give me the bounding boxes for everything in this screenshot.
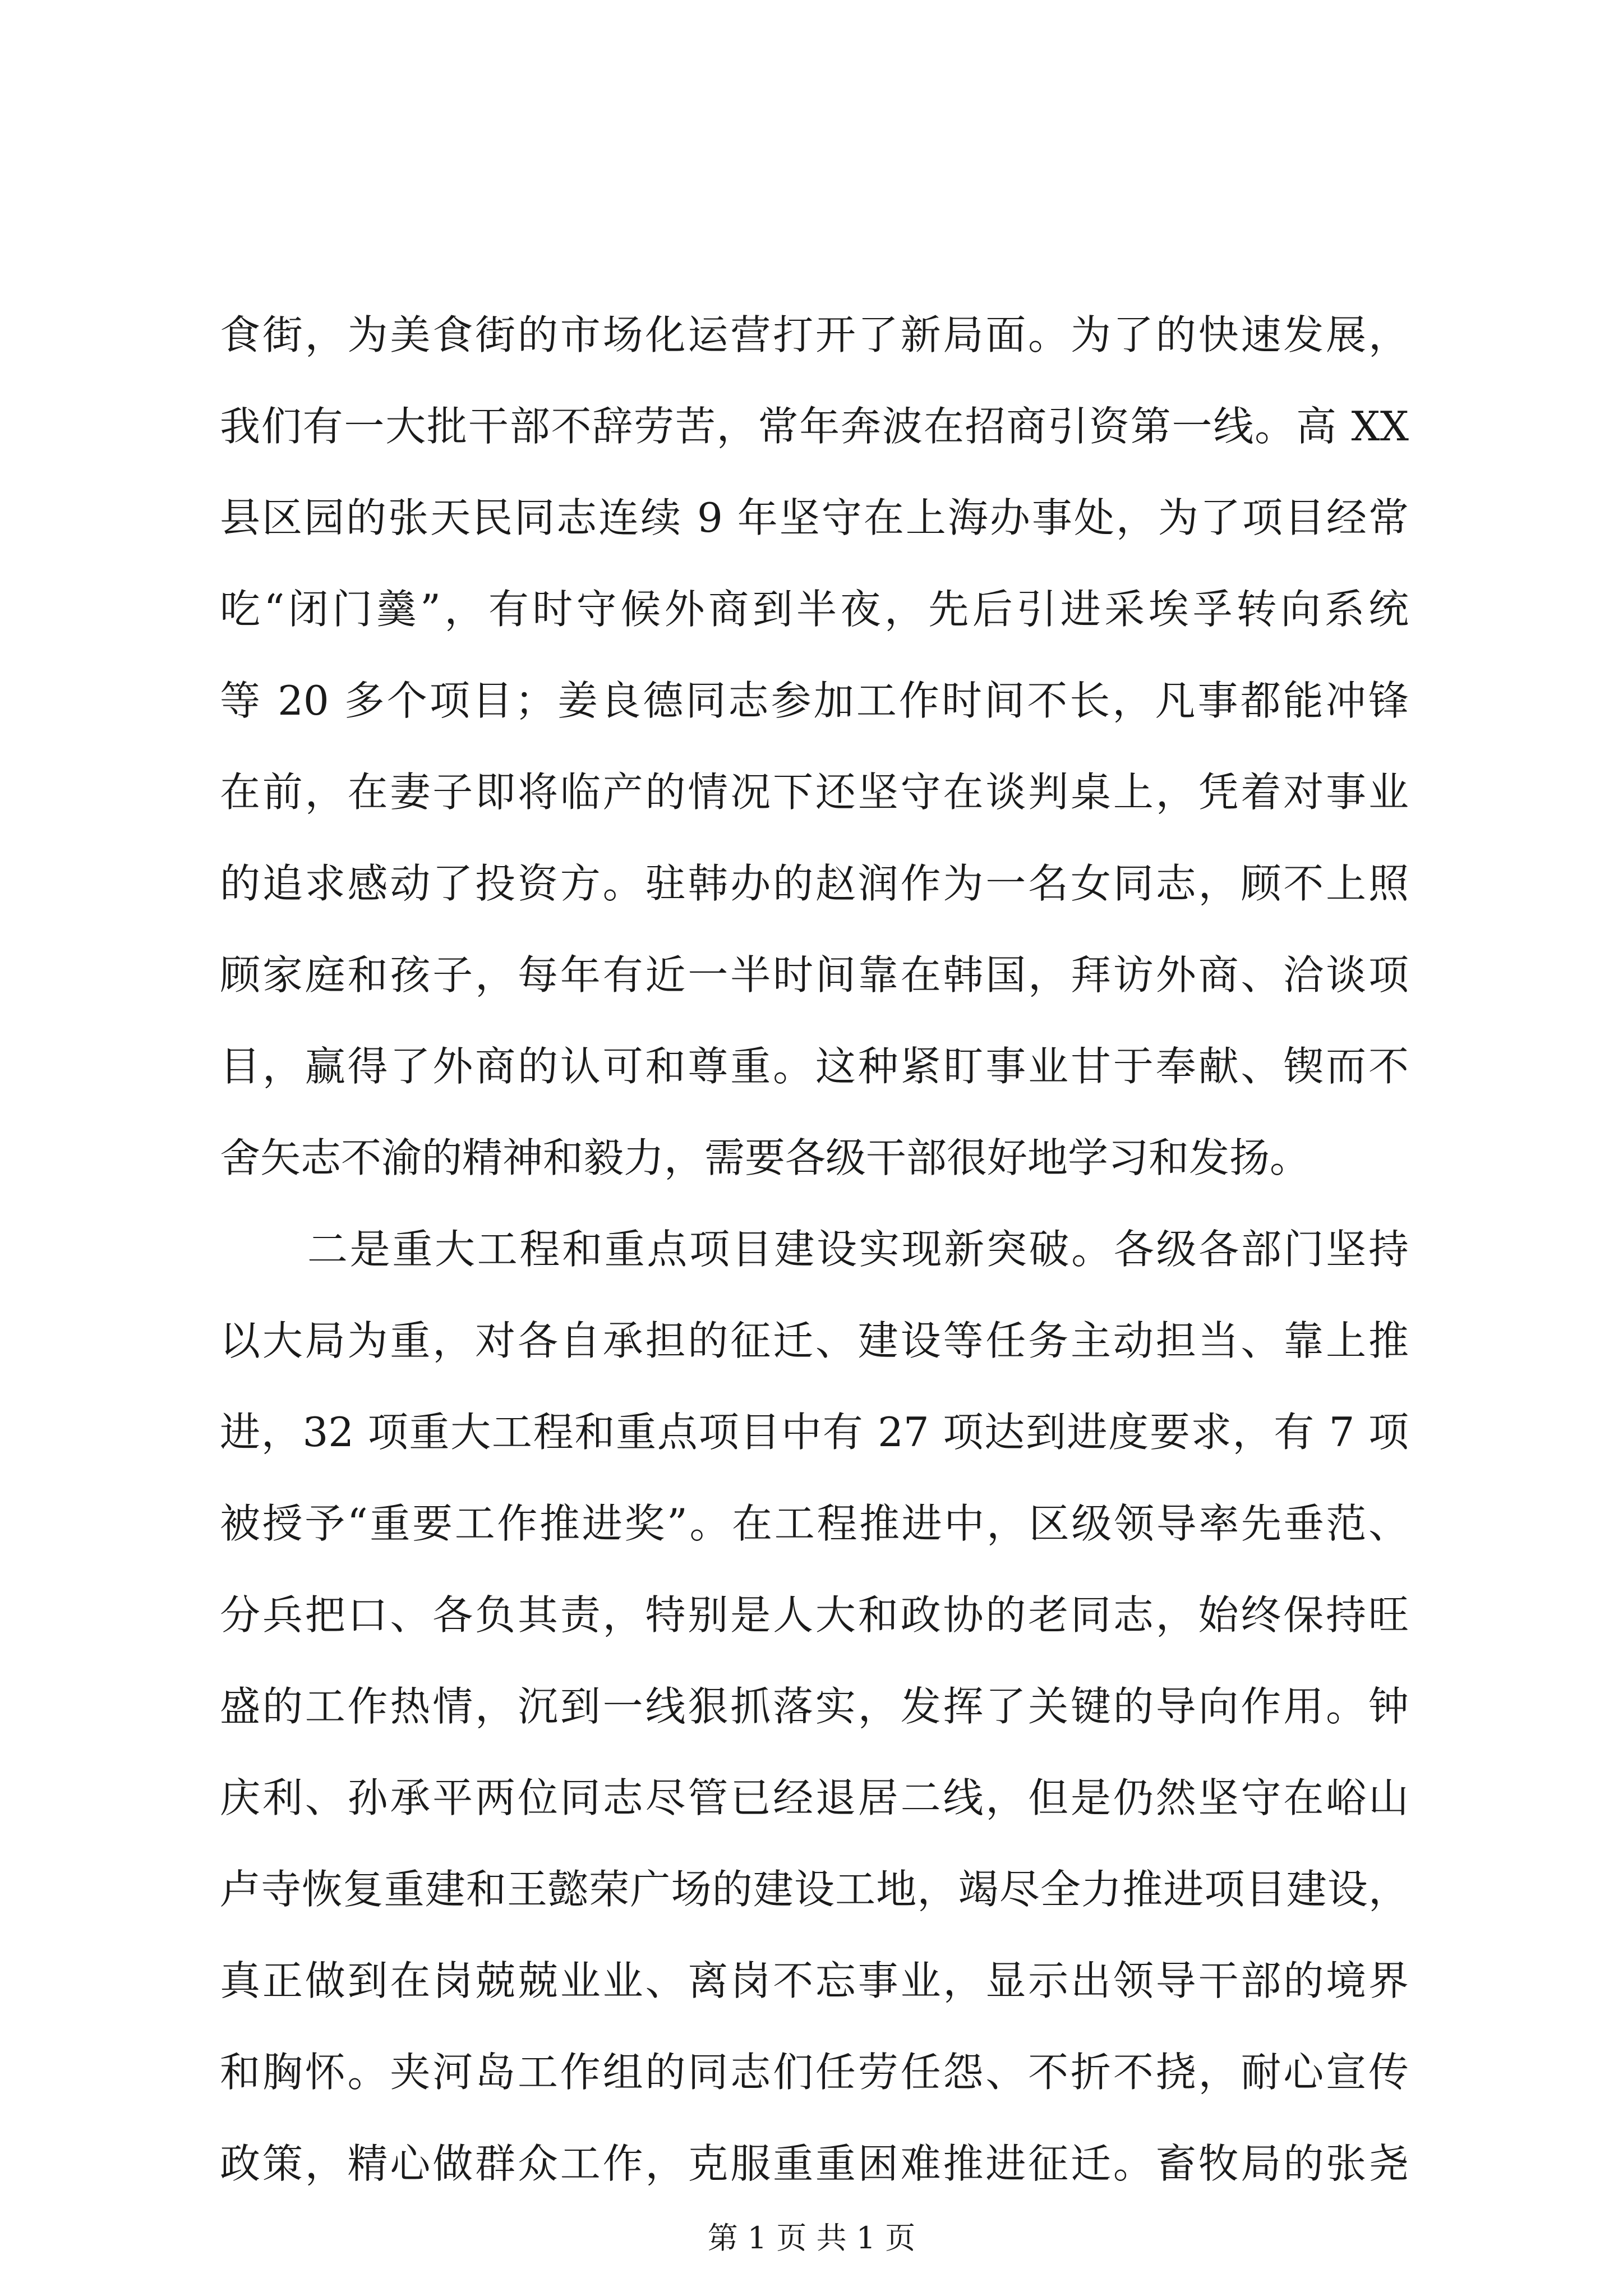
text-line: 的追求感动了投资方。驻韩办的赵润作为一名女同志，顾不上照 — [220, 860, 1409, 907]
text-line: 等 20 多个项目；姜良德同志参加工作时间不长，凡事都能冲锋 — [220, 677, 1409, 724]
text-line: 进，32 项重大工程和重点项目中有 27 项达到进度要求，有 7 项 — [220, 1409, 1409, 1456]
text-line: 盛的工作热情，沉到一线狠抓落实，发挥了关键的导向作用。钟 — [220, 1683, 1409, 1730]
text-line: 顾家庭和孩子，每年有近一半时间靠在韩国，拜访外商、洽谈项 — [220, 951, 1409, 999]
text-line: 和胸怀。夹河岛工作组的同志们任劳任怨、不折不挠，耐心宣传 — [220, 2049, 1409, 2096]
text-line: 卢寺恢复重建和王懿荣广场的建设工地，竭尽全力推进项目建设， — [220, 1866, 1409, 1913]
text-line: 政策，精心做群众工作，克服重重困难推进征迁。畜牧局的张尧 — [220, 2140, 1409, 2187]
paragraph-first-line: 二是重大工程和重点项目建设实现新突破。各级各部门坚持 — [307, 1226, 1409, 1273]
text-line: 被授予“重要工作推进奖”。在工程推进中，区级领导率先垂范、 — [220, 1500, 1409, 1547]
text-line: 县区园的张天民同志连续 9 年坚守在上海办事处，为了项目经常 — [220, 494, 1409, 541]
text-line: 在前，在妻子即将临产的情况下还坚守在谈判桌上，凭着对事业 — [220, 769, 1409, 816]
text-line: 食街，为美食街的市场化运营打开了新局面。为了的快速发展， — [220, 311, 1409, 358]
text-line: 我们有一大批干部不辞劳苦，常年奔波在招商引资第一线。高 XX — [220, 403, 1409, 450]
text-line: 吃“闭门羹”，有时守候外商到半夜，先后引进采埃孚转向系统 — [220, 586, 1409, 633]
text-line: 真正做到在岗兢兢业业、离岗不忘事业，显示出领导干部的境界 — [220, 1957, 1409, 2004]
text-line: 目，赢得了外商的认可和尊重。这种紧盯事业甘于奉献、锲而不 — [220, 1043, 1409, 1090]
text-line: 舍矢志不渝的精神和毅力，需要各级干部很好地学习和发扬。 — [220, 1134, 1311, 1181]
text-line: 以大局为重，对各自承担的征迁、建设等任务主动担当、靠上推 — [220, 1317, 1409, 1364]
text-line: 庆利、孙承平两位同志尽管已经退居二线，但是仍然坚守在峪山 — [220, 1774, 1409, 1821]
page-number-footer: 第 1 页 共 1 页 — [707, 2220, 916, 2256]
text-line: 分兵把口、各负其责，特别是人大和政协的老同志，始终保持旺 — [220, 1591, 1409, 1639]
